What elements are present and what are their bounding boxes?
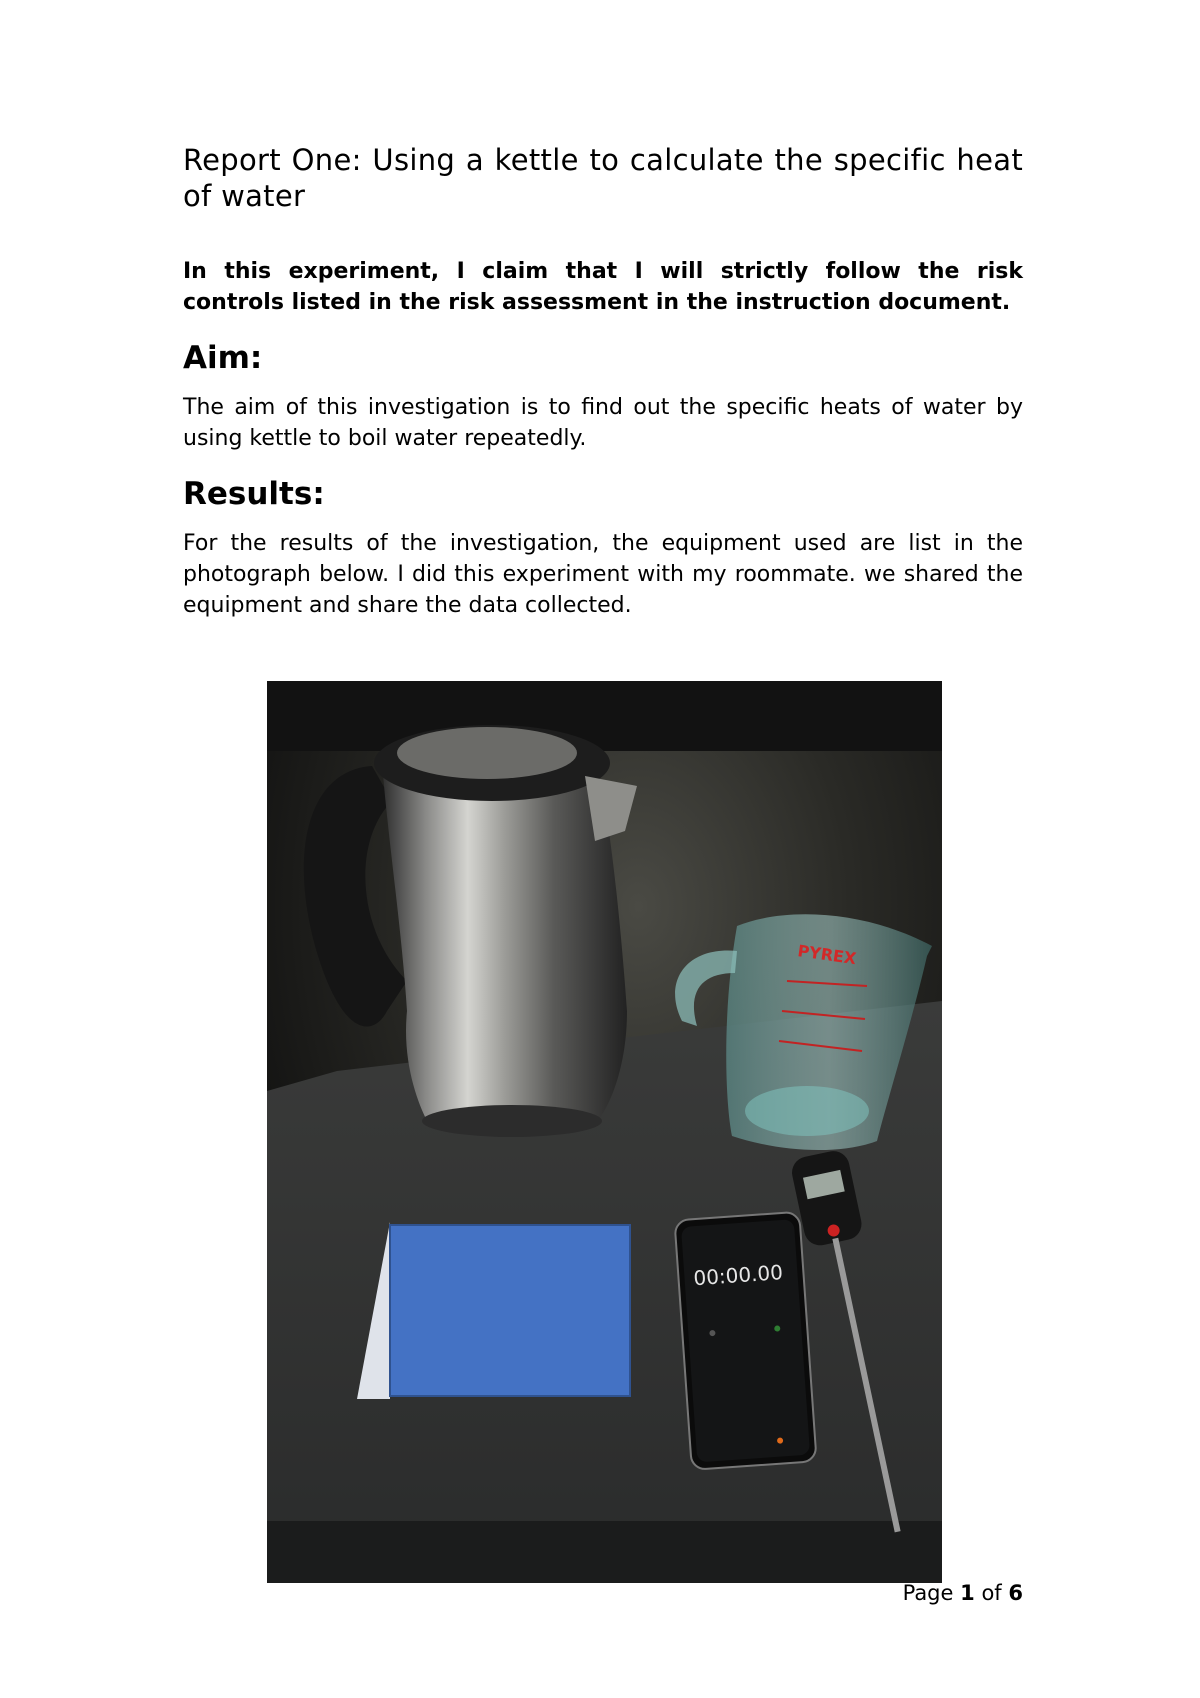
table-edge <box>267 1521 942 1583</box>
page-footer <box>903 1578 1023 1608</box>
water-in-jug <box>745 1086 869 1136</box>
of-word: of <box>981 1581 1002 1605</box>
results-paragraph: For the results of the investigation, the equipment used are list in the photograph below. I did this experiment with my roommate. we shared the equipment and share the data collected. <box>183 531 1023 618</box>
stopwatch-display: 00:00.00 <box>692 1260 784 1291</box>
aim-heading: Aim: <box>183 340 263 376</box>
kettle-base <box>422 1105 602 1137</box>
page-content <box>183 142 1023 621</box>
report-title: Report One: Using a kettle to calculate the specific heat of water <box>183 143 1023 213</box>
kettle-lid-top <box>397 727 577 779</box>
smartphone <box>674 1212 816 1470</box>
aim-paragraph: The aim of this investigation is to find out the specific heats of water by using kettle to boil water repeatedly. <box>183 395 1023 451</box>
kettle-body <box>382 761 627 1121</box>
smartphone-screen <box>681 1219 810 1462</box>
jug-brand-label: PYREX <box>796 941 858 969</box>
current-page-number: 1 <box>960 1581 975 1605</box>
total-page-count: 6 <box>1008 1581 1023 1605</box>
photo-background-top <box>267 681 942 751</box>
page-word: Page <box>902 1581 954 1605</box>
equipment-photograph <box>267 681 942 1583</box>
redaction-box <box>390 1225 630 1396</box>
results-heading: Results: <box>183 476 325 512</box>
risk-claim-statement: In this experiment, I claim that I will strictly follow the risk controls listed in the risk assessment in the instruction document. <box>183 259 1023 315</box>
